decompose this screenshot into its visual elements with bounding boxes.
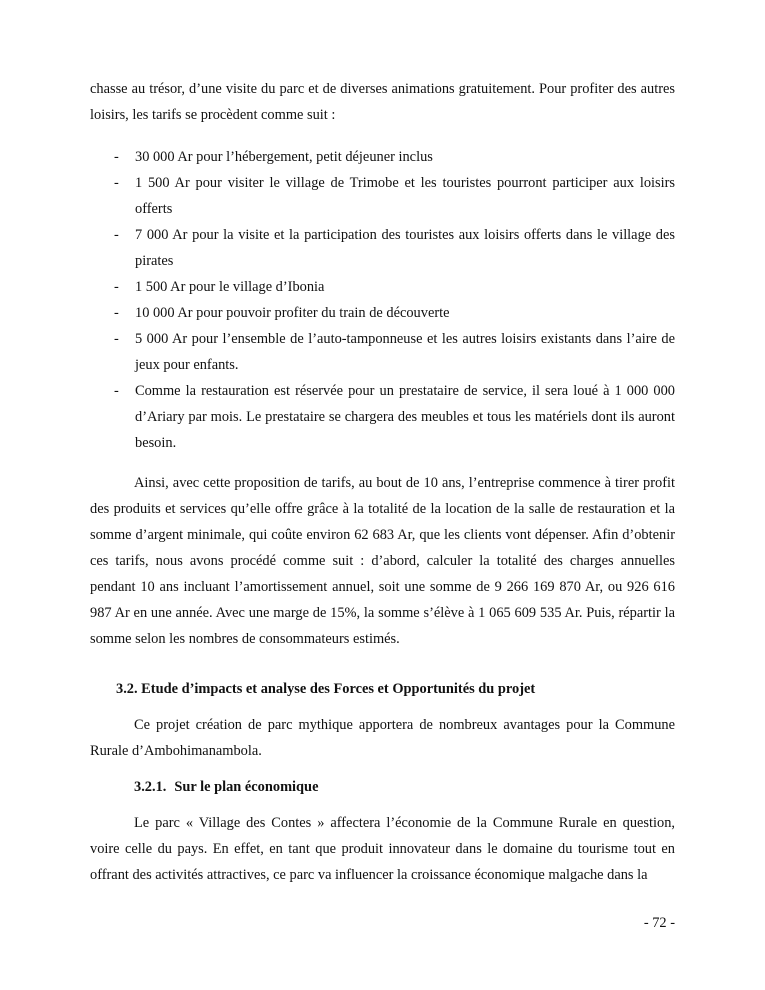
list-item bbox=[90, 300, 675, 326]
parc-paragraph: Le parc « Village des Contes » affectera l’économie de la Commune Rurale en question, voire celle du pays. En effet, en tant que produit innovateur dans le domaine du tourisme tout en offrant des activités attractives, ce parc va influencer la croissance économique malgache dans la bbox=[90, 815, 675, 883]
list-item-text: 7 000 Ar pour la visite et la participation des touristes aux loisirs offerts dans le village des pirates bbox=[135, 227, 675, 269]
list-item-text: Comme la restauration est réservée pour un prestataire de service, il sera loué à 1 000 000 d’Ariary par mois. Le prestataire se chargera des meubles et tous les matériels dont ils auront besoin. bbox=[135, 383, 675, 451]
section-heading: 3.2. Etude d’impacts et analyse des Forces et Opportunités du projet bbox=[116, 681, 536, 697]
list-bullet: - bbox=[114, 305, 119, 321]
subsection-heading bbox=[134, 774, 675, 800]
list-bullet: - bbox=[114, 331, 119, 347]
projet-paragraph: Ce projet création de parc mythique apportera de nombreux avantages pour la Commune Rurale d’Ambohimanambola. bbox=[90, 717, 675, 759]
list-bullet: - bbox=[114, 279, 119, 295]
list-item-text: 1 500 Ar pour le village d’Ibonia bbox=[135, 279, 325, 295]
list-bullet: - bbox=[114, 149, 119, 165]
list-bullet: - bbox=[114, 383, 119, 399]
list-item bbox=[90, 144, 675, 170]
subsection-title: Sur le plan économique bbox=[174, 779, 319, 795]
list-item-text: 1 500 Ar pour visiter le village de Trimobe et les touristes pourront participer aux loisirs offerts bbox=[135, 175, 675, 217]
list-item-text: 10 000 Ar pour pouvoir profiter du train de découverte bbox=[135, 305, 450, 321]
list-item-text: 30 000 Ar pour l’hébergement, petit déjeuner inclus bbox=[135, 149, 433, 165]
page-number: - 72 - bbox=[643, 915, 675, 931]
list-item bbox=[90, 170, 675, 222]
list-item bbox=[90, 222, 675, 274]
list-bullet: - bbox=[114, 175, 119, 191]
tarifs-list bbox=[90, 144, 675, 456]
list-item bbox=[90, 326, 675, 378]
list-item bbox=[90, 378, 675, 456]
list-bullet: - bbox=[114, 227, 119, 243]
document-page bbox=[90, 76, 675, 888]
ainsi-paragraph: Ainsi, avec cette proposition de tarifs, au bout de 10 ans, l’entreprise commence à tirer profit des produits et services qu’elle offre grâce à la totalité de la location de la salle de restauration et la somme d’argent minimale, qui coûte environ 62 683 Ar, que les clients vont dépenser. Afin d’obtenir ces tarifs, nous avons procédé comme suit : d’abord, calculer la totalité des charges annuelles pendant 10 ans incluant l’amortissement annuel, soit une somme de 9 266 169 870 Ar, ou 926 616 987 Ar en une année. Avec une marge de 15%, la somme s’élève à 1 065 609 535 Ar. Puis, répartir la somme selon les nombres de consommateurs estimés. bbox=[90, 475, 675, 647]
subsection-number: 3.2.1. bbox=[134, 779, 167, 795]
list-item bbox=[90, 274, 675, 300]
intro-paragraph: chasse au trésor, d’une visite du parc et de diverses animations gratuitement. Pour profiter des autres loisirs, les tarifs se procèdent comme suit : bbox=[90, 81, 675, 123]
list-item-text: 5 000 Ar pour l’ensemble de l’auto-tamponneuse et les autres loisirs existants dans l’aire de jeux pour enfants. bbox=[135, 331, 675, 373]
